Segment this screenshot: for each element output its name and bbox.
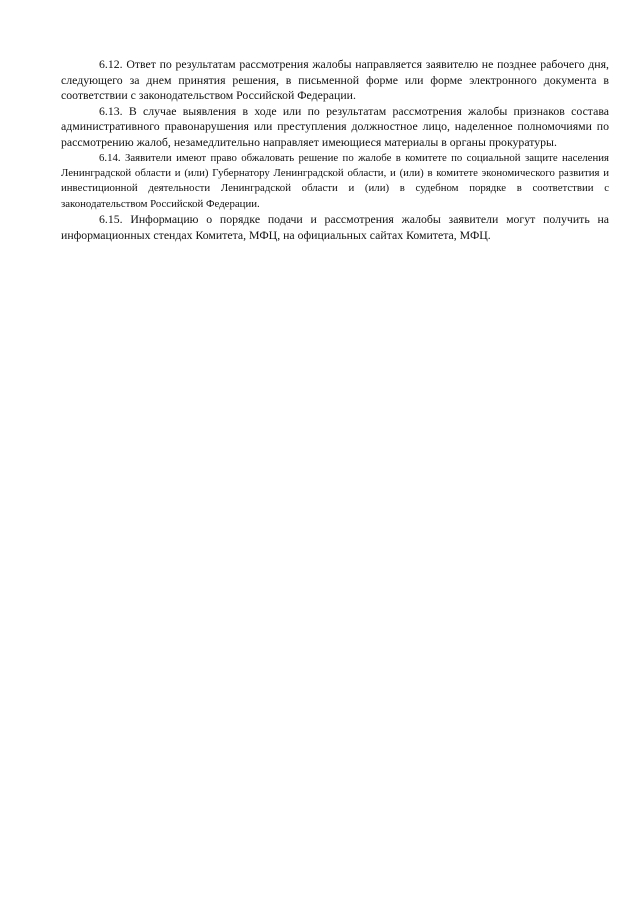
paragraph-6-15: 6.15. Информацию о порядке подачи и рассмотрения жалобы заявители могут получить на информационных стендах Комитета, МФЦ, на официальных сайтах Комитета, МФЦ. — [61, 212, 609, 242]
document-body — [61, 57, 609, 243]
paragraph-6-12: 6.12. Ответ по результатам рассмотрения жалобы направляется заявителю не позднее рабочего дня, следующего за днем принятия решения, в письменной форме или форме электронного документа в соответствии с законодательством Российской Федерации. — [61, 57, 609, 103]
paragraph-6-14: 6.14. Заявители имеют право обжаловать решение по жалобе в комитете по социальной защите населения Ленинградской области и (или) Губернатору Ленинградской области, и (или) в комитете экономического развития и инвестиционной деятельности Ленинградской области и (или) в судебном порядке в соответствии с законодательством Российской Федерации. — [61, 151, 609, 210]
paragraph-6-13: 6.13. В случае выявления в ходе или по результатам рассмотрения жалобы признаков состава административного правонарушения или преступления должностное лицо, наделенное полномочиями по рассмотрению жалоб, незамедлительно направляет имеющиеся материалы в органы прокуратуры. — [61, 103, 609, 149]
